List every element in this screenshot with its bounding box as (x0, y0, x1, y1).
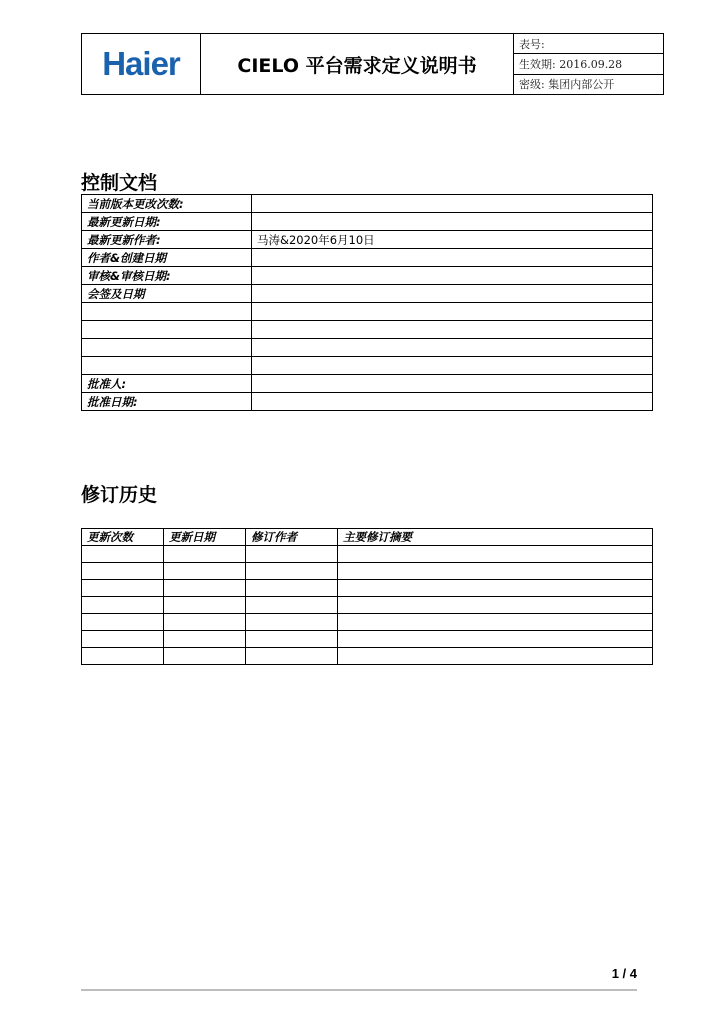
revision-cell (246, 631, 338, 648)
control-doc-table (81, 194, 653, 411)
revision-cell (338, 631, 653, 648)
confidentiality-level: 密级: 集团内部公开 (519, 78, 615, 92)
revision-row (82, 580, 653, 597)
effective-date: 生效期: 2016.09.28 (514, 54, 663, 74)
revision-cell (338, 614, 653, 631)
revision-cell (82, 631, 164, 648)
revision-cell (338, 597, 653, 614)
revision-history-title: 修订历史 (81, 484, 158, 506)
revision-cell (82, 614, 164, 631)
revision-column-header: 更新次数 (82, 529, 164, 546)
control-doc-row (82, 195, 653, 213)
control-doc-label: 作者&创建日期 (82, 249, 252, 267)
control-doc-value (252, 375, 653, 393)
document-title: CIELO 平台需求定义说明书 (201, 34, 514, 94)
revision-cell (82, 648, 164, 665)
control-doc-value (252, 303, 653, 321)
control-doc-row (82, 303, 653, 321)
control-doc-value (252, 249, 653, 267)
control-doc-row (82, 231, 653, 249)
control-doc-row (82, 249, 653, 267)
revision-cell (164, 546, 246, 563)
control-doc-row (82, 213, 653, 231)
revision-cell (246, 648, 338, 665)
logo-cell (82, 34, 201, 94)
revision-cell (338, 563, 653, 580)
control-doc-row (82, 375, 653, 393)
control-doc-value (252, 339, 653, 357)
revision-cell (338, 648, 653, 665)
document-header (81, 33, 664, 95)
revision-column-header: 更新日期 (164, 529, 246, 546)
revision-cell (164, 648, 246, 665)
revision-cell (164, 597, 246, 614)
control-doc-label: 当前版本更改次数: (82, 195, 252, 213)
revision-cell (338, 546, 653, 563)
control-doc-label: 最新更新作者: (82, 231, 252, 249)
revision-row (82, 546, 653, 563)
revision-cell (164, 580, 246, 597)
haier-logo: Haier (102, 45, 180, 82)
control-doc-row (82, 357, 653, 375)
control-doc-label: 审核&审核日期: (82, 267, 252, 285)
revision-cell (82, 597, 164, 614)
control-doc-value (252, 393, 653, 411)
control-doc-label: 批准人: (82, 375, 252, 393)
revision-cell (246, 546, 338, 563)
revision-row (82, 597, 653, 614)
revision-cell (164, 614, 246, 631)
revision-history-table (81, 528, 653, 665)
footer-divider (81, 989, 637, 991)
control-doc-value (252, 267, 653, 285)
revision-cell (246, 563, 338, 580)
revision-column-header: 修订作者 (246, 529, 338, 546)
revision-cell (338, 580, 653, 597)
control-doc-row (82, 267, 653, 285)
form-number: 表号: (514, 34, 663, 54)
control-doc-row (82, 393, 653, 411)
revision-row (82, 648, 653, 665)
revision-cell (246, 597, 338, 614)
page-number: 1 / 4 (611, 966, 637, 981)
revision-row (82, 563, 653, 580)
revision-header-row (82, 529, 653, 546)
revision-cell (82, 580, 164, 597)
control-doc-label (82, 303, 252, 321)
control-doc-title: 控制文档 (81, 172, 158, 194)
revision-cell (164, 563, 246, 580)
control-doc-value (252, 285, 653, 303)
control-doc-label: 会签及日期 (82, 285, 252, 303)
control-doc-label (82, 357, 252, 375)
revision-cell (82, 563, 164, 580)
revision-column-header: 主要修订摘要 (338, 529, 653, 546)
control-doc-value (252, 195, 653, 213)
control-doc-row (82, 321, 653, 339)
control-doc-row (82, 339, 653, 357)
revision-cell (246, 580, 338, 597)
control-doc-value (252, 321, 653, 339)
control-doc-value (252, 213, 653, 231)
revision-row (82, 614, 653, 631)
revision-cell (246, 614, 338, 631)
document-meta (514, 34, 663, 94)
control-doc-label (82, 339, 252, 357)
control-doc-label: 批准日期: (82, 393, 252, 411)
control-doc-label: 最新更新日期: (82, 213, 252, 231)
control-doc-label (82, 321, 252, 339)
revision-cell (164, 631, 246, 648)
control-doc-value: 马涛&2020年6月10日 (252, 231, 653, 249)
revision-row (82, 631, 653, 648)
control-doc-value (252, 357, 653, 375)
revision-cell (82, 546, 164, 563)
control-doc-row (82, 285, 653, 303)
